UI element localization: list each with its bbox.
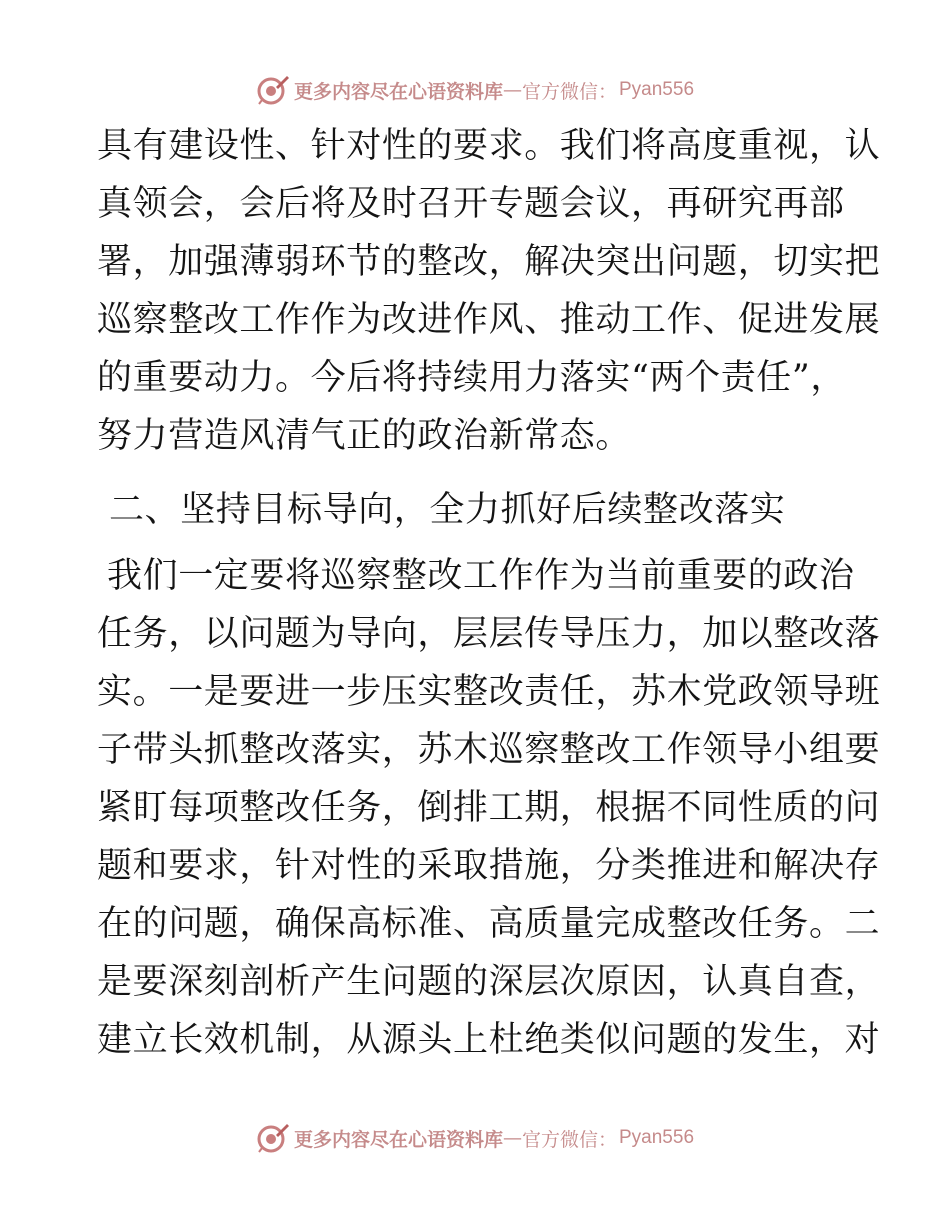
body-line: 署，加强薄弱环节的整改，解决突出问题，切实把 <box>97 242 881 282</box>
body-line: 实。一是要进一步压实整改责任，苏木党政领导班 <box>97 672 881 712</box>
body-line: 在的问题，确保高标准、高质量完成整改任务。二 <box>97 904 881 944</box>
footer-site-text: 更多内容尽在心语资料库 <box>293 1128 503 1151</box>
header-separator: — <box>502 79 522 101</box>
footer-wechat-label: 官方微信： <box>521 1128 617 1151</box>
body-line: 巡察整改工作作为改进作风、推动工作、促进发展 <box>97 300 881 340</box>
brand-logo-icon <box>256 1121 290 1155</box>
body-line: 真领会，会后将及时召开专题会议，再研究再部 <box>97 184 845 224</box>
body-line: 子带头抓整改落实，苏木巡察整改工作领导小组要 <box>97 730 881 770</box>
footer-separator: — <box>502 1127 522 1149</box>
body-line: 我们一定要将巡察整改工作作为当前重要的政治 <box>107 556 855 596</box>
body-line: 任务，以问题为导向，层层传导压力，加以整改落 <box>97 614 881 654</box>
brand-logo-icon <box>256 73 290 107</box>
body-line: 是要深刻剖析产生问题的深层次原因，认真自查， <box>97 962 881 1002</box>
body-line: 努力营造风清气正的政治新常态。 <box>97 416 632 456</box>
document-body <box>97 117 881 1069</box>
body-line: 具有建设性、针对性的要求。我们将高度重视，认 <box>97 126 881 166</box>
body-line: 建立长效机制，从源头上杜绝类似问题的发生，对 <box>97 1020 881 1060</box>
section-heading: 二、坚持目标导向，全力抓好后续整改落实 <box>109 490 786 530</box>
body-line: 的重要动力。今后将持续用力落实“两个责任”， <box>97 358 846 398</box>
footer-watermark <box>0 1118 950 1158</box>
header-account: Pyan556 <box>619 79 695 100</box>
footer-account: Pyan556 <box>619 1127 695 1148</box>
body-line: 紧盯每项整改任务，倒排工期，根据不同性质的问 <box>97 788 881 828</box>
header-site-text: 更多内容尽在心语资料库 <box>293 80 503 103</box>
body-line: 题和要求，针对性的采取措施，分类推进和解决存 <box>97 846 881 886</box>
header-wechat-label: 官方微信： <box>521 80 617 103</box>
header-watermark <box>0 70 950 110</box>
